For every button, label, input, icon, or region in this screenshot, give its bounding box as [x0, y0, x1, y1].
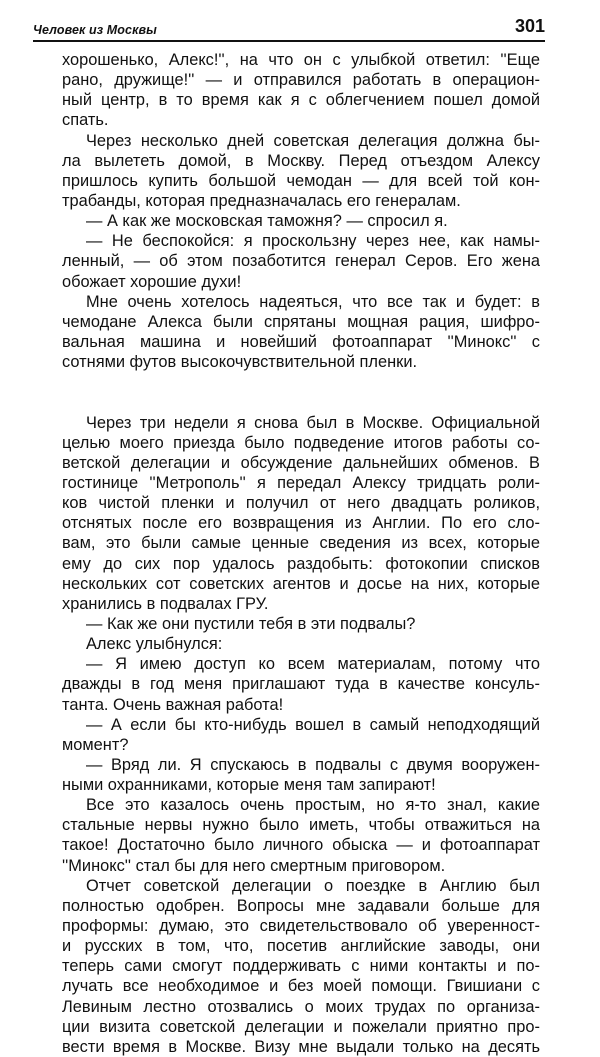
- text-line: — Я имею доступ ко всем материалам, потому что: [86, 655, 540, 674]
- text-line: ''Минокс'' стал бы для него смертным приговором.: [62, 856, 446, 875]
- text-line: вальная машина и новейший фотоаппарат ''Минокс'' с: [62, 332, 540, 351]
- running-title: Человек из Москвы: [33, 23, 157, 37]
- body-text: [62, 50, 540, 1057]
- text-line: спать.: [62, 111, 109, 130]
- text-line: хорошенько, Алекс!'', на что он с улыбкой ответил: ''Еще: [62, 51, 540, 69]
- text-line: лучать все необходимое и без моей помощи. Гвишиани с: [62, 977, 540, 996]
- text-line: проформы: думаю, это свидетельствовало об уверенност-: [62, 917, 540, 936]
- text-line: вам, это были самые ценные сведения из всех, которые: [62, 534, 540, 553]
- text-line: — А как же московская таможня? — спросил я.: [86, 212, 448, 231]
- text-line: — Не беспокойся: я проскользну через нее, как намы-: [86, 232, 540, 251]
- text-line: дважды в год меня приглашают туда в качестве консуль-: [62, 675, 540, 694]
- text-line: нескольких сот советских агентов и досье на них, которые: [62, 574, 540, 593]
- text-line: — Как же они пустили тебя в эти подвалы?: [86, 614, 416, 633]
- text-line: хранились в подвалах ГРУ.: [62, 594, 269, 613]
- text-line: ему до сих пор удалось раздобыть: фотокопии списков: [62, 554, 540, 573]
- text-line: ветской делегации и обсуждение дальнейших обменов. В: [62, 453, 540, 472]
- text-line: пришлось купить большой чемодан — для всей той кон-: [62, 171, 540, 190]
- text-line: ков чистой пленки и получил от него двадцать роликов,: [62, 494, 540, 513]
- text-line: ла вылететь домой, в Москву. Перед отъездом Алексу: [62, 151, 540, 170]
- text-line: Мне очень хотелось надеяться, что все так и будет: в: [86, 292, 540, 311]
- text-line: ный центр, в то время как я с облегчением пошел домой: [62, 91, 540, 110]
- text-line: рано, дружище!'' — и отправился работать в операцион-: [62, 71, 540, 90]
- text-line: Через несколько дней советская делегация должна бы-: [86, 131, 540, 150]
- page-header: [33, 14, 545, 42]
- text-line: отснятых после его возвращения из Англии. По его сло-: [62, 514, 540, 533]
- text-line: гостинице ''Метрополь'' я передал Алексу тридцать роли-: [62, 473, 540, 492]
- text-line: трабанды, которая предназначалась его генералам.: [62, 191, 461, 210]
- text-line: — А если бы кто-нибудь вошел в самый неподходящий: [86, 715, 540, 734]
- text-line: Отчет советской делегации о поездке в Англию был: [86, 876, 540, 895]
- text-line: сотнями футов высокочувствительной пленки.: [62, 353, 418, 372]
- text-line: Левиным лестно отозвались о моих трудах по организа-: [62, 997, 540, 1016]
- text-line: и русских в том, что, посетив английские заводы, они: [62, 937, 540, 956]
- text-line: стальные нервы нужно было иметь, чтобы отважиться на: [62, 816, 540, 835]
- text-line: момент?: [62, 735, 129, 754]
- text-line: Алекс улыбнулся:: [86, 635, 223, 654]
- page-number: 301: [514, 16, 545, 36]
- text-line: полностью одобрен. Вопросы мне задавали больше для: [62, 896, 540, 915]
- text-line: — Вряд ли. Я спускаюсь в подвалы с двумя вооружен-: [86, 755, 540, 774]
- text-line: ленный, — об этом позаботится генерал Серов. Его жена: [62, 252, 540, 271]
- text-line: Все это казалось очень простым, но я-то знал, какие: [86, 796, 540, 815]
- text-line: теперь сами смогут поддерживать с ними контакты и по-: [62, 957, 540, 976]
- text-line: ными охранниками, которые меня там запирают!: [62, 776, 436, 795]
- text-line: вести время в Москве. Визу мне выдали только на десять: [62, 1037, 540, 1056]
- section-break: [62, 392, 540, 412]
- text-line: такое! Достаточно было личного обыска — и фотоаппарат: [62, 836, 540, 855]
- text-line: ции визита советской делегации и пожелали приятно про-: [62, 1017, 540, 1036]
- text-line: целью моего приезда было подведение итогов работы со-: [62, 433, 540, 452]
- text-line: Через три недели я снова был в Москве. Официальной: [86, 413, 540, 432]
- text-line: танта. Очень важная работа!: [62, 695, 284, 714]
- section-break: [62, 372, 540, 392]
- text-line: чемодане Алекса были спрятаны мощная рация, шифро-: [62, 312, 540, 331]
- text-line: обожает хорошие духи!: [62, 272, 242, 291]
